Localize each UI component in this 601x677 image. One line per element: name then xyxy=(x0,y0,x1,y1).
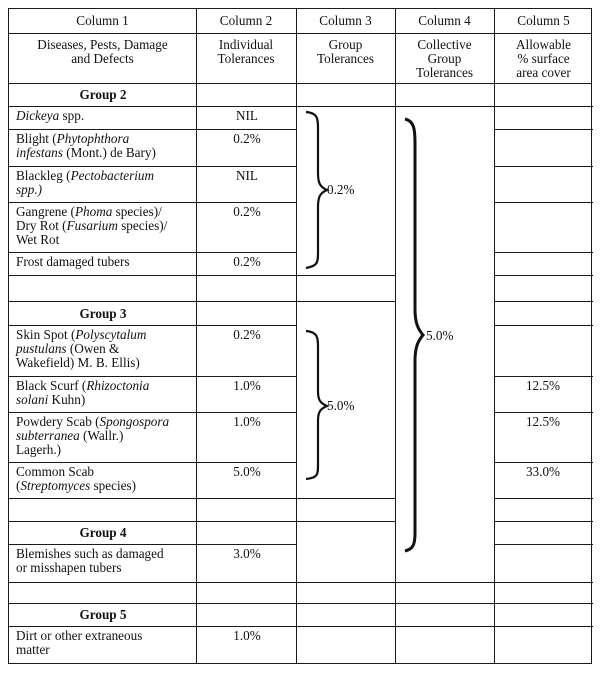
col1-desc-line: Diseases, Pests, Damage xyxy=(37,37,168,52)
text: Blemishes such as damaged xyxy=(16,546,164,561)
col1-desc-line: and Defects xyxy=(71,51,134,67)
surface-cover-cell: 12.5% xyxy=(525,378,561,393)
individual-tolerance-cell: 3.0% xyxy=(233,546,261,561)
text: Frost damaged tubers xyxy=(16,254,130,269)
col5-title: Column 5 xyxy=(517,13,570,28)
col2-desc-line: Individual xyxy=(218,37,274,52)
italic-text: Pectobacterium xyxy=(70,168,155,183)
italic-text: infestans xyxy=(16,145,63,161)
text: ( xyxy=(16,478,21,494)
individual-tolerance-cell: 0.2% xyxy=(233,204,261,219)
text: Powdery Scab ( xyxy=(16,414,100,429)
individual-tolerance-cell: 5.0% xyxy=(233,464,261,479)
italic-text: Spongospora xyxy=(99,414,170,429)
text: Black Scurf ( xyxy=(16,378,87,393)
text: matter xyxy=(16,642,50,658)
text: Gangrene ( xyxy=(16,204,75,219)
italic-text: pustulans xyxy=(16,341,67,357)
individual-tolerance-cell: 1.0% xyxy=(233,378,261,393)
col4-desc-line: Tolerances xyxy=(416,65,473,81)
group-3-heading: Group 3 xyxy=(79,306,127,321)
text: Common Scab xyxy=(16,464,95,479)
surface-cover-cell: 33.0% xyxy=(525,464,561,479)
text: Kuhn) xyxy=(48,392,86,408)
text: or misshapen tubers xyxy=(16,560,122,576)
italic-text: spp.) xyxy=(16,182,43,198)
group-3-brace xyxy=(306,331,327,479)
tolerance-table xyxy=(8,8,592,664)
text: species)/ xyxy=(117,218,168,234)
italic-text: Streptomyces xyxy=(20,478,91,494)
col5-desc-line: area cover xyxy=(516,65,571,81)
individual-tolerance-cell: 1.0% xyxy=(233,628,261,643)
individual-tolerance-cell: 0.2% xyxy=(233,254,261,269)
italic-text: Rhizoctonia xyxy=(86,378,150,393)
text: (Wallr.) xyxy=(79,428,124,444)
italic-text: Phoma xyxy=(74,204,113,219)
col3-title: Column 3 xyxy=(319,13,372,28)
group-2-brace xyxy=(306,112,327,268)
text: Blackleg ( xyxy=(16,168,71,183)
col4-title: Column 4 xyxy=(418,13,471,28)
text: Dirt or other extraneous xyxy=(16,628,143,643)
text: Dry Rot ( xyxy=(16,218,67,234)
italic-text: Polyscytalum xyxy=(75,327,147,342)
text: (Mont.) de Bary) xyxy=(62,145,156,161)
col4-desc-line: Collective xyxy=(417,37,472,52)
italic-text: Dickeya xyxy=(16,108,60,123)
group-braces xyxy=(9,9,593,665)
col4-desc-line: Group xyxy=(427,51,462,67)
text: species)/ xyxy=(112,204,162,219)
group-3-tolerance: 5.0% xyxy=(327,398,355,413)
group-4-heading: Group 4 xyxy=(79,525,127,540)
collective-group-tolerance: 5.0% xyxy=(426,328,454,343)
text: Wakefield) M. B. Ellis) xyxy=(16,355,140,371)
italic-text: Phytophthora xyxy=(56,131,130,146)
text: Lagerh.) xyxy=(16,442,62,458)
text: Wet Rot xyxy=(16,232,60,248)
collective-brace xyxy=(405,119,423,551)
text: spp. xyxy=(59,108,85,123)
text: Skin Spot ( xyxy=(16,327,76,342)
individual-tolerance-cell: 0.2% xyxy=(233,131,261,146)
text: (Owen & xyxy=(66,341,120,357)
group-5-heading: Group 5 xyxy=(79,607,127,622)
individual-tolerance-cell: NIL xyxy=(236,108,258,123)
group-2-tolerance: 0.2% xyxy=(327,182,355,197)
col3-desc-line: Group xyxy=(328,37,363,52)
col3-desc-line: Tolerances xyxy=(317,51,374,67)
italic-text: solani xyxy=(16,392,49,408)
col5-desc-line: % surface xyxy=(517,51,570,67)
individual-tolerance-cell: 1.0% xyxy=(233,414,261,429)
italic-text: Fusarium xyxy=(66,218,118,234)
col2-title: Column 2 xyxy=(219,13,273,28)
col5-desc-line: Allowable xyxy=(516,37,571,52)
individual-tolerance-cell: 0.2% xyxy=(233,327,261,342)
surface-cover-cell: 12.5% xyxy=(525,414,561,429)
italic-text: subterranea xyxy=(16,428,80,444)
text: Blight ( xyxy=(16,131,57,146)
col1-title: Column 1 xyxy=(76,13,129,28)
individual-tolerance-cell: NIL xyxy=(236,168,258,183)
group-2-heading: Group 2 xyxy=(79,87,127,102)
col2-desc-line: Tolerances xyxy=(217,51,275,67)
text: species) xyxy=(90,478,137,494)
